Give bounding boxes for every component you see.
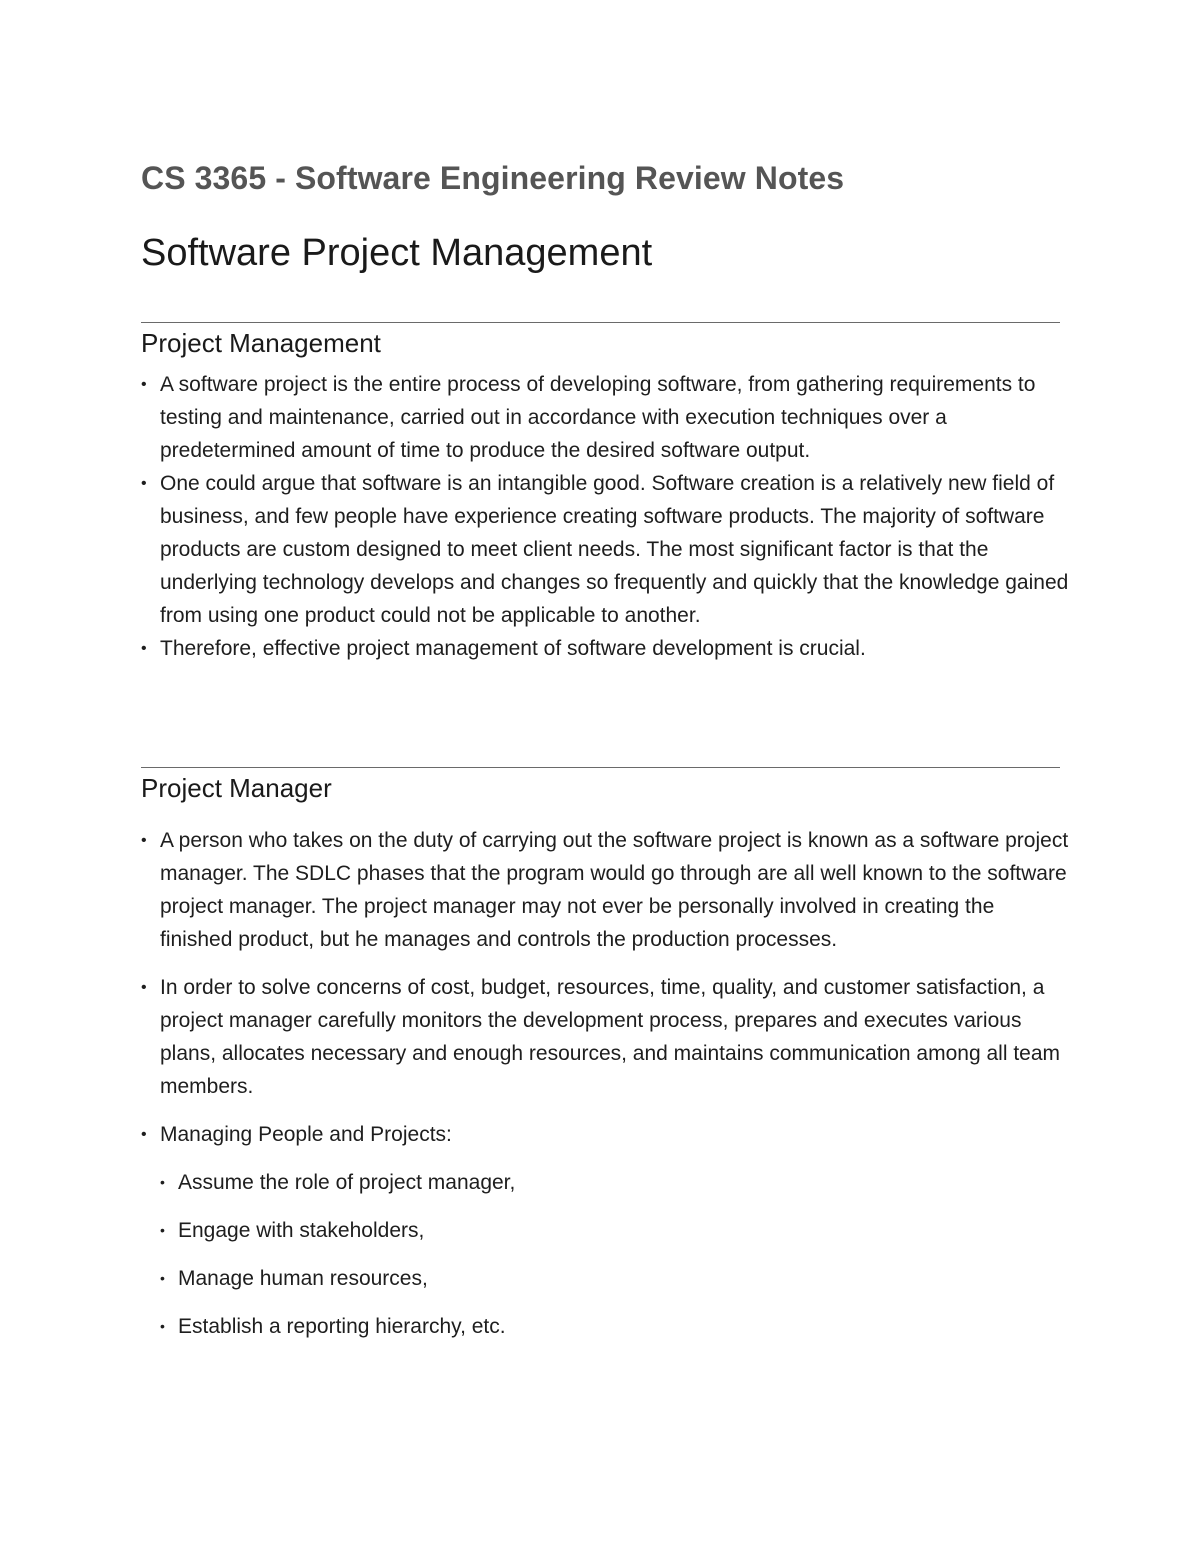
sub-list-item xyxy=(160,1166,1071,1199)
list-item-text: Managing People and Projects: xyxy=(160,1123,452,1146)
list-item xyxy=(141,971,1071,1103)
bullet-icon: • xyxy=(141,1126,147,1143)
list-item-text: In order to solve concerns of cost, budget, resources, time, quality, and customer satisfaction, a project manager carefully monitors the development process, prepares and executes various plans, allocates necessary and enough resources, and maintains communication among all team members. xyxy=(160,976,1061,1098)
bullet-icon: • xyxy=(141,376,147,393)
bullet-icon: • xyxy=(160,1174,165,1190)
list-item-text: Therefore, effective project management of software development is crucial. xyxy=(160,637,866,660)
list-item-text: A software project is the entire process of developing software, from gathering requirements to testing and maintenance, carried out in accordance with execution techniques over a predetermined amount of time to produce the desired software output. xyxy=(160,373,1036,462)
section-divider xyxy=(141,322,1060,323)
sub-list-item-text: Engage with stakeholders, xyxy=(178,1219,425,1242)
sub-list-item-text: Assume the role of project manager, xyxy=(178,1171,516,1194)
sub-list-item xyxy=(160,1310,1071,1343)
project-manager-list xyxy=(141,824,1071,1358)
project-management-heading: Project Management xyxy=(141,328,381,358)
bullet-icon: • xyxy=(160,1270,165,1286)
bullet-icon: • xyxy=(141,640,147,657)
list-item-text: A person who takes on the duty of carrying out the software project is known as a software project manager. The SDLC phases that the program would go through are all well known to the software project manager. The project manager may not ever be personally involved in creating the finished product, but he manages and controls the production processes. xyxy=(160,829,1069,951)
sub-list-item xyxy=(160,1214,1071,1247)
managing-people-sublist xyxy=(160,1166,1071,1343)
list-item xyxy=(141,824,1071,956)
project-manager-heading: Project Manager xyxy=(141,773,332,803)
sub-list-item-text: Establish a reporting hierarchy, etc. xyxy=(178,1315,506,1338)
sub-list-item-text: Manage human resources, xyxy=(178,1267,428,1290)
list-item xyxy=(141,632,1071,665)
list-item-text: One could argue that software is an intangible good. Software creation is a relatively new field of business, and few people have experience creating software products. The majority of software products are custom designed to meet client needs. The most significant factor is that the underlying technology develops and changes so frequently and quickly that the knowledge gained from using one product could not be applicable to another. xyxy=(160,472,1069,627)
bullet-icon: • xyxy=(141,979,147,996)
bullet-icon: • xyxy=(141,832,147,849)
project-management-list xyxy=(141,368,1071,665)
list-item xyxy=(141,368,1071,467)
list-item xyxy=(141,1118,1071,1343)
list-item xyxy=(141,467,1071,632)
bullet-icon: • xyxy=(160,1318,165,1334)
document-title: CS 3365 - Software Engineering Review Notes xyxy=(141,160,845,196)
section-title: Software Project Management xyxy=(141,232,653,274)
sub-list-item xyxy=(160,1262,1071,1295)
section-divider xyxy=(141,767,1060,768)
bullet-icon: • xyxy=(141,475,147,492)
bullet-icon: • xyxy=(160,1222,165,1238)
